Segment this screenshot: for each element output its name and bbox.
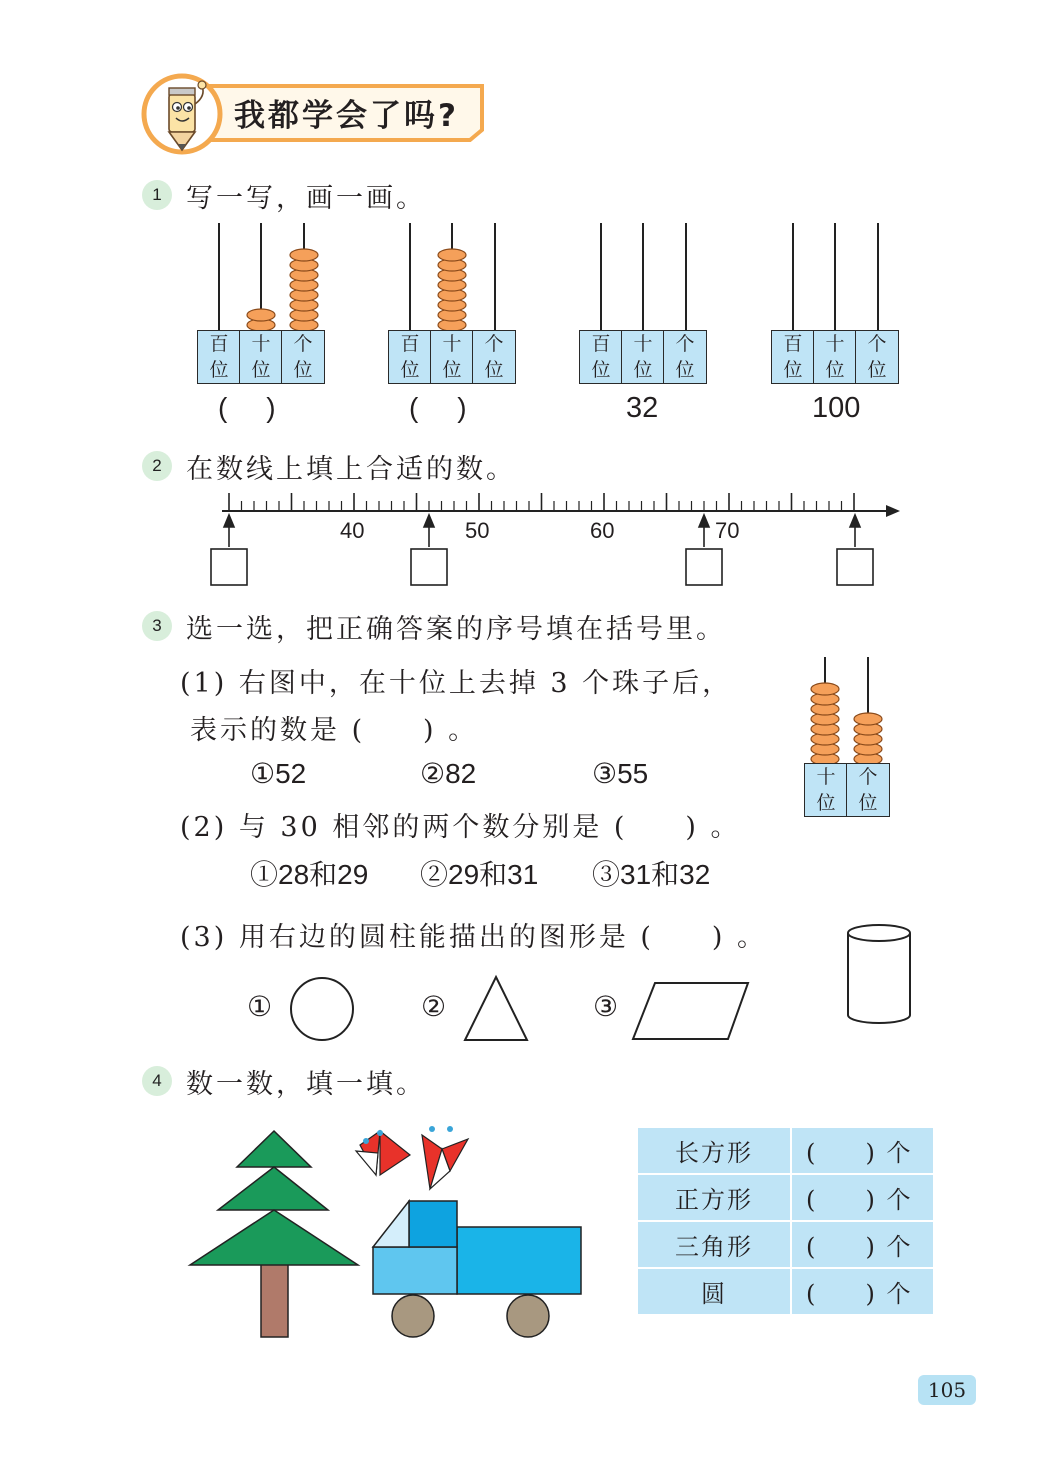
triangle-option — [465, 977, 527, 1040]
place-cell-ones — [855, 330, 899, 384]
question-number-3: 3 — [142, 611, 172, 641]
page-title: 我都学会了吗? — [234, 98, 459, 134]
q3-sub1-option-1: ①52 — [250, 758, 307, 789]
place-label-bottom: 位 — [591, 359, 611, 381]
circle-option — [291, 978, 353, 1040]
tick-label-50: 50 — [465, 518, 490, 543]
q3-sub2-option-2: ②29和31 — [420, 859, 539, 890]
abacus-bead — [854, 713, 882, 725]
question-number-4: 4 — [142, 1066, 172, 1096]
place-cell-hundreds — [388, 330, 432, 384]
q3-sub1-option-3: ③55 — [592, 758, 649, 789]
cylinder-figure — [848, 925, 910, 1023]
truck-figure — [373, 1201, 581, 1337]
place-label-top: 个 — [867, 333, 887, 355]
table-row — [638, 1269, 933, 1314]
place-label-bottom: 位 — [251, 359, 271, 381]
abacus-bead — [290, 249, 318, 261]
number-line — [0, 485, 1048, 595]
abacus-bead — [247, 309, 275, 321]
place-cell-ones — [846, 763, 890, 817]
table-row — [638, 1175, 933, 1220]
abacus-1-answer: ( ) — [218, 392, 276, 423]
shape-count-table — [636, 1126, 935, 1316]
place-label-bottom: 位 — [858, 792, 878, 814]
abacus-3-answer: 32 — [626, 392, 659, 424]
section-header — [140, 72, 490, 160]
place-label-top: 个 — [858, 766, 878, 788]
q3-sub1-line1: (1) 右图中，在十位上去掉 3 个珠子后， — [180, 668, 733, 699]
q3-sub1-line2: 表示的数是 ( ) 。 — [190, 715, 479, 746]
question-4-prompt: 数一数，填一填。 — [186, 1069, 426, 1100]
place-label-top: 个 — [293, 333, 313, 355]
place-label-bottom: 位 — [442, 359, 462, 381]
place-label-top: 百 — [400, 333, 420, 355]
question-number-1: 1 — [142, 180, 172, 210]
q3-abacus — [790, 655, 910, 765]
abacus-rods — [0, 215, 1048, 335]
page-number: 105 — [918, 1375, 976, 1405]
place-label-top: 个 — [484, 333, 504, 355]
place-label-top: 百 — [209, 333, 229, 355]
place-label-bottom: 位 — [633, 359, 653, 381]
place-label-top: 百 — [591, 333, 611, 355]
count-blank-cell[interactable]: ( ) 个 — [792, 1175, 933, 1220]
question-number-2: 2 — [142, 451, 172, 481]
tree-figure — [190, 1131, 358, 1337]
place-cell-tens — [430, 330, 474, 384]
place-label-bottom: 位 — [783, 359, 803, 381]
shape-name-cell: 三角形 — [638, 1222, 790, 1267]
abacus-beads — [247, 249, 466, 331]
q3-sub3-line: (3) 用右边的圆柱能描出的图形是 ( ) 。 — [180, 922, 767, 953]
place-cell-ones — [472, 330, 516, 384]
shape-name-cell: 长方形 — [638, 1128, 790, 1173]
q3-sub3-marker-2: ② — [421, 991, 447, 1022]
tick-label-60: 60 — [590, 518, 615, 543]
butterfly-figure-1 — [356, 1130, 410, 1175]
place-label-top: 十 — [442, 333, 462, 355]
q3-sub2-line: (2) 与 30 相邻的两个数分别是 ( ) 。 — [180, 812, 741, 843]
place-label-bottom: 位 — [293, 359, 313, 381]
place-label-top: 十 — [825, 333, 845, 355]
question-3-prompt: 选一选，把正确答案的序号填在括号里。 — [186, 614, 726, 645]
q3-sub2-option-3: ③31和32 — [592, 859, 711, 890]
q3-sub3-marker-3: ③ — [593, 991, 619, 1022]
arrow-right-icon — [886, 505, 900, 517]
place-label-bottom: 位 — [675, 359, 695, 381]
place-cell-ones — [663, 330, 707, 384]
place-label-top: 个 — [675, 333, 695, 355]
place-label-bottom: 位 — [816, 792, 836, 814]
place-label-bottom: 位 — [825, 359, 845, 381]
answer-boxes — [211, 549, 873, 585]
place-cell-hundreds — [197, 330, 241, 384]
parallelogram-option — [633, 983, 748, 1039]
butterfly-figure-2 — [422, 1126, 468, 1189]
count-blank-cell[interactable]: ( ) 个 — [792, 1269, 933, 1314]
place-label-top: 十 — [633, 333, 653, 355]
q3-sub2-option-1: ①28和29 — [250, 859, 369, 890]
place-label-top: 百 — [783, 333, 803, 355]
q3-shapes — [0, 915, 1048, 1045]
table-row — [638, 1128, 933, 1173]
tick-label-70: 70 — [715, 518, 740, 543]
q3-sub3-marker-1: ① — [247, 991, 273, 1022]
place-cell-tens — [804, 763, 848, 817]
abacus-bead — [811, 683, 839, 695]
place-cell-ones — [281, 330, 325, 384]
place-cell-hundreds — [579, 330, 623, 384]
q3-sub1-option-2: ②82 — [420, 758, 477, 789]
question-1-prompt: 写一写，画一画。 — [186, 183, 426, 214]
shape-name-cell: 正方形 — [638, 1175, 790, 1220]
shape-picture — [180, 1115, 600, 1345]
count-blank-cell[interactable]: ( ) 个 — [792, 1222, 933, 1267]
place-label-top: 十 — [251, 333, 271, 355]
abacus-4-answer: 100 — [812, 392, 861, 424]
place-label-bottom: 位 — [400, 359, 420, 381]
abacus-bead — [438, 249, 466, 261]
place-cell-hundreds — [771, 330, 815, 384]
place-label-bottom: 位 — [484, 359, 504, 381]
pointer-arrows — [224, 515, 860, 547]
shape-name-cell: 圆 — [638, 1269, 790, 1314]
count-blank-cell[interactable]: ( ) 个 — [792, 1128, 933, 1173]
place-label-bottom: 位 — [209, 359, 229, 381]
place-cell-tens — [621, 330, 665, 384]
table-row — [638, 1222, 933, 1267]
place-cell-tens — [239, 330, 283, 384]
question-2-prompt: 在数线上填上合适的数。 — [186, 454, 516, 485]
place-cell-tens — [813, 330, 857, 384]
abacus-2-answer: ( ) — [409, 392, 467, 423]
tick-label-40: 40 — [340, 518, 365, 543]
place-label-top: 十 — [816, 766, 836, 788]
place-label-bottom: 位 — [867, 359, 887, 381]
